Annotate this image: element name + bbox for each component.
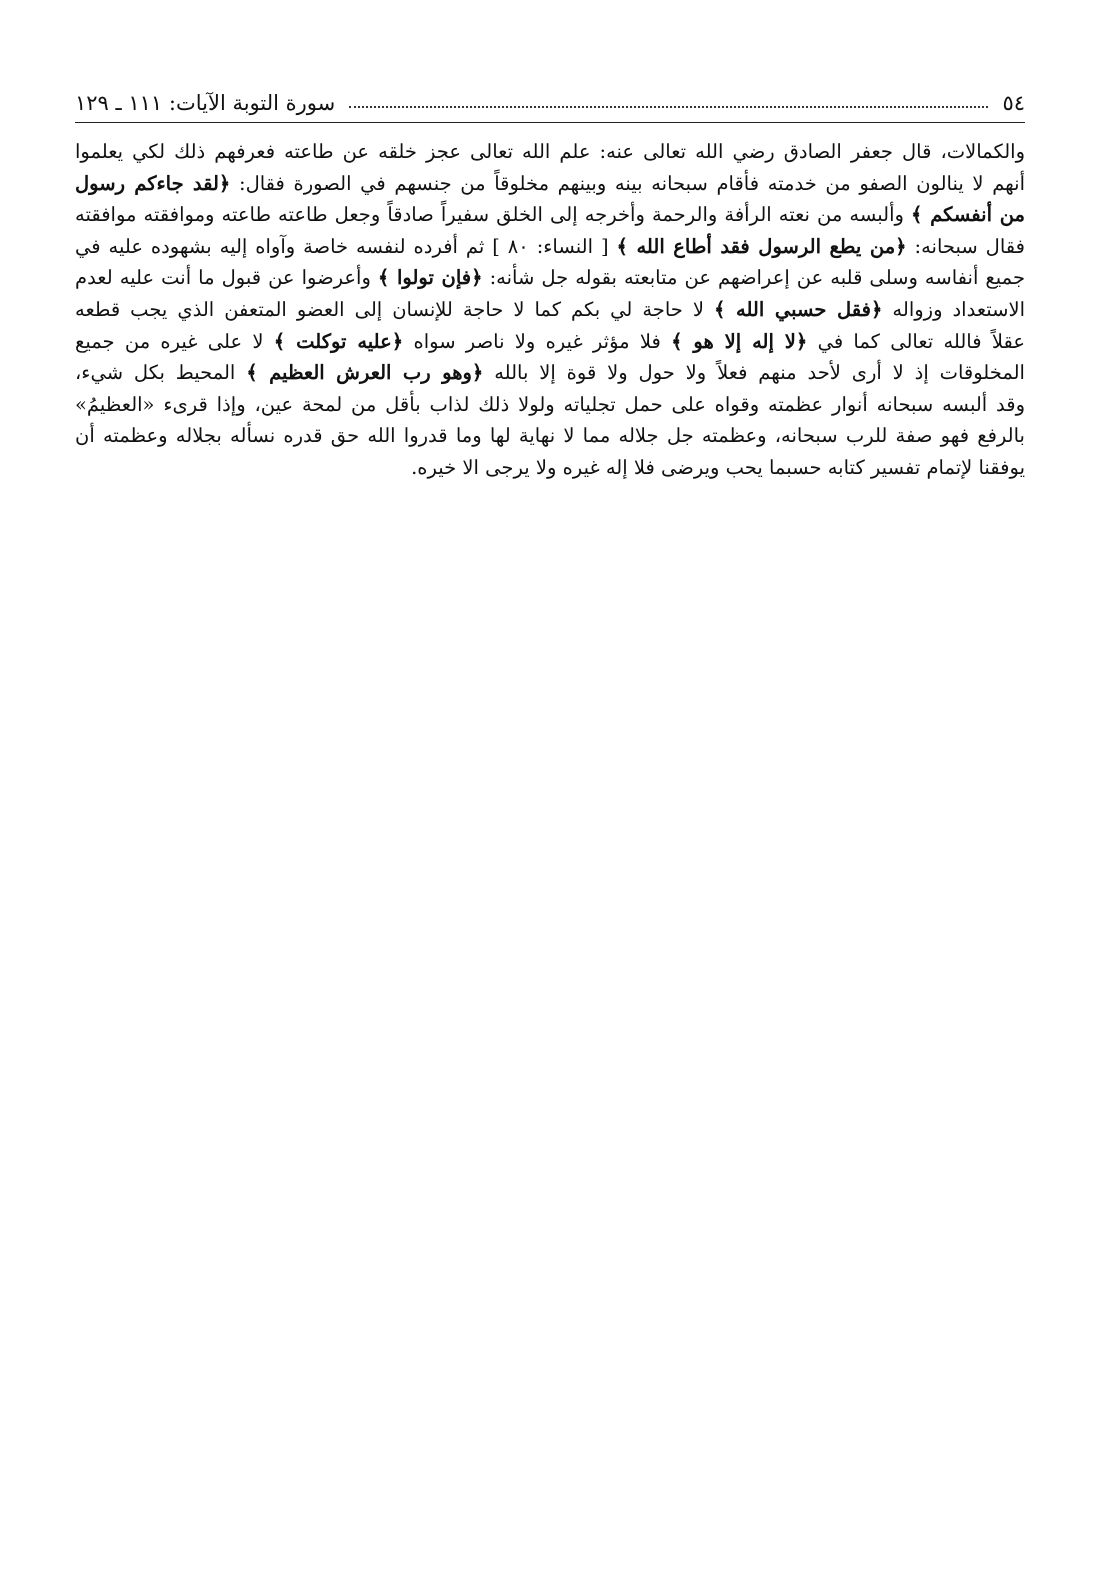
commentary-text: المحيط بكل شيء،: [75, 361, 247, 385]
commentary-text: وأعرضوا عن قبول ما أنت عليه لعدم: [75, 266, 378, 290]
text-line: [75, 199, 1025, 231]
quran-quote: ﴿فإن تولوا ﴾: [377, 266, 483, 290]
commentary-text: يوفقنا لإتمام تفسير كتابه حسبما يحب ويرضى فلا إله غيره ولا يرجى الا خيره.: [411, 455, 1025, 479]
text-line: [75, 294, 1025, 326]
commentary-text: جميع أنفاسه وسلى قلبه عن إعراضهم عن متابعته بقوله جل شأنه:: [482, 266, 1025, 290]
commentary-text: [ النساء: ٨٠ ] ثم أفرده لنفسه خاصة وآواه إليه بشهوده عليه في: [75, 234, 617, 258]
commentary-text: لا على غيره من جميع: [75, 329, 274, 353]
quran-quote: ﴿فقل حسبي الله ﴾: [713, 297, 883, 321]
quran-quote: ﴿لا إله إلا هو ﴾: [671, 329, 808, 353]
text-line: [75, 389, 1025, 421]
commentary-text: بالرفع فهو صفة للرب سبحانه، وعظمته جل جلاله مما لا نهاية لها وما قدروا الله حق قدره نسأله بجلاله وعظمته أن: [75, 424, 1025, 448]
commentary-text: فلا مؤثر غيره ولا ناصر سواه: [403, 329, 672, 353]
commentary-text: وقد ألبسه سبحانه أنوار عظمته وقواه على حمل تجلياته ولولا ذلك لذاب بأقل من لمحة عين، وإذا قرىء «العظيمُ»: [75, 392, 1025, 416]
text-line: [75, 452, 1025, 484]
text-line: [75, 231, 1025, 263]
quran-quote: ﴿وهو رب العرش العظيم ﴾: [246, 361, 484, 385]
surah-title: سورة التوبة الآيات: ١١١ ـ ١٢٩: [75, 91, 336, 115]
commentary-text: فقال سبحانه:: [906, 234, 1025, 258]
text-line: [75, 262, 1025, 294]
quran-quote: ﴿لقد جاءكم رسول: [75, 171, 231, 195]
quran-quote: ﴿من يطع الرسول فقد أطاع الله ﴾: [616, 234, 907, 258]
commentary-text: أنهم لا ينالون الصفو من خدمته فأقام سبحانه بينه وبينهم مخلوقاً من جنسهم في الصورة فقال:: [230, 171, 1025, 195]
text-line: [75, 357, 1025, 389]
commentary-text: لا حاجة لي بكم كما لا حاجة للإنسان إلى العضو المتعفن الذي يجب قطعه: [75, 297, 714, 321]
commentary-text: وألبسه من نعته الرأفة والرحمة وأخرجه إلى الخلق سفيراً صادقاً وجعل طاعته طاعته وموافقته موافقته: [75, 203, 912, 227]
header-dot-leader: [349, 105, 988, 108]
text-line: [75, 326, 1025, 358]
quran-quote: من أنفسكم ﴾: [911, 203, 1025, 227]
commentary-text: والكمالات، قال جعفر الصادق رضي الله تعالى عنه: علم الله تعالى عجز خلقه عن طاعته فعرفهم ذلك لكي يعلموا: [75, 140, 1025, 163]
running-header: [75, 80, 1025, 123]
quran-quote: ﴿عليه توكلت ﴾: [273, 329, 404, 353]
commentary-text: المخلوقات إذ لا أرى لأحد منهم فعلاً ولا حول ولا قوة إلا بالله: [483, 361, 1025, 385]
text-line: [75, 420, 1025, 452]
page-number: ٥٤: [1002, 91, 1025, 115]
text-line: [75, 168, 1025, 200]
body-text: [75, 136, 1025, 484]
text-line: [75, 136, 1025, 168]
commentary-text: الاستعداد وزواله: [882, 297, 1025, 321]
commentary-text: عقلاً فالله تعالى كما في: [807, 329, 1025, 353]
